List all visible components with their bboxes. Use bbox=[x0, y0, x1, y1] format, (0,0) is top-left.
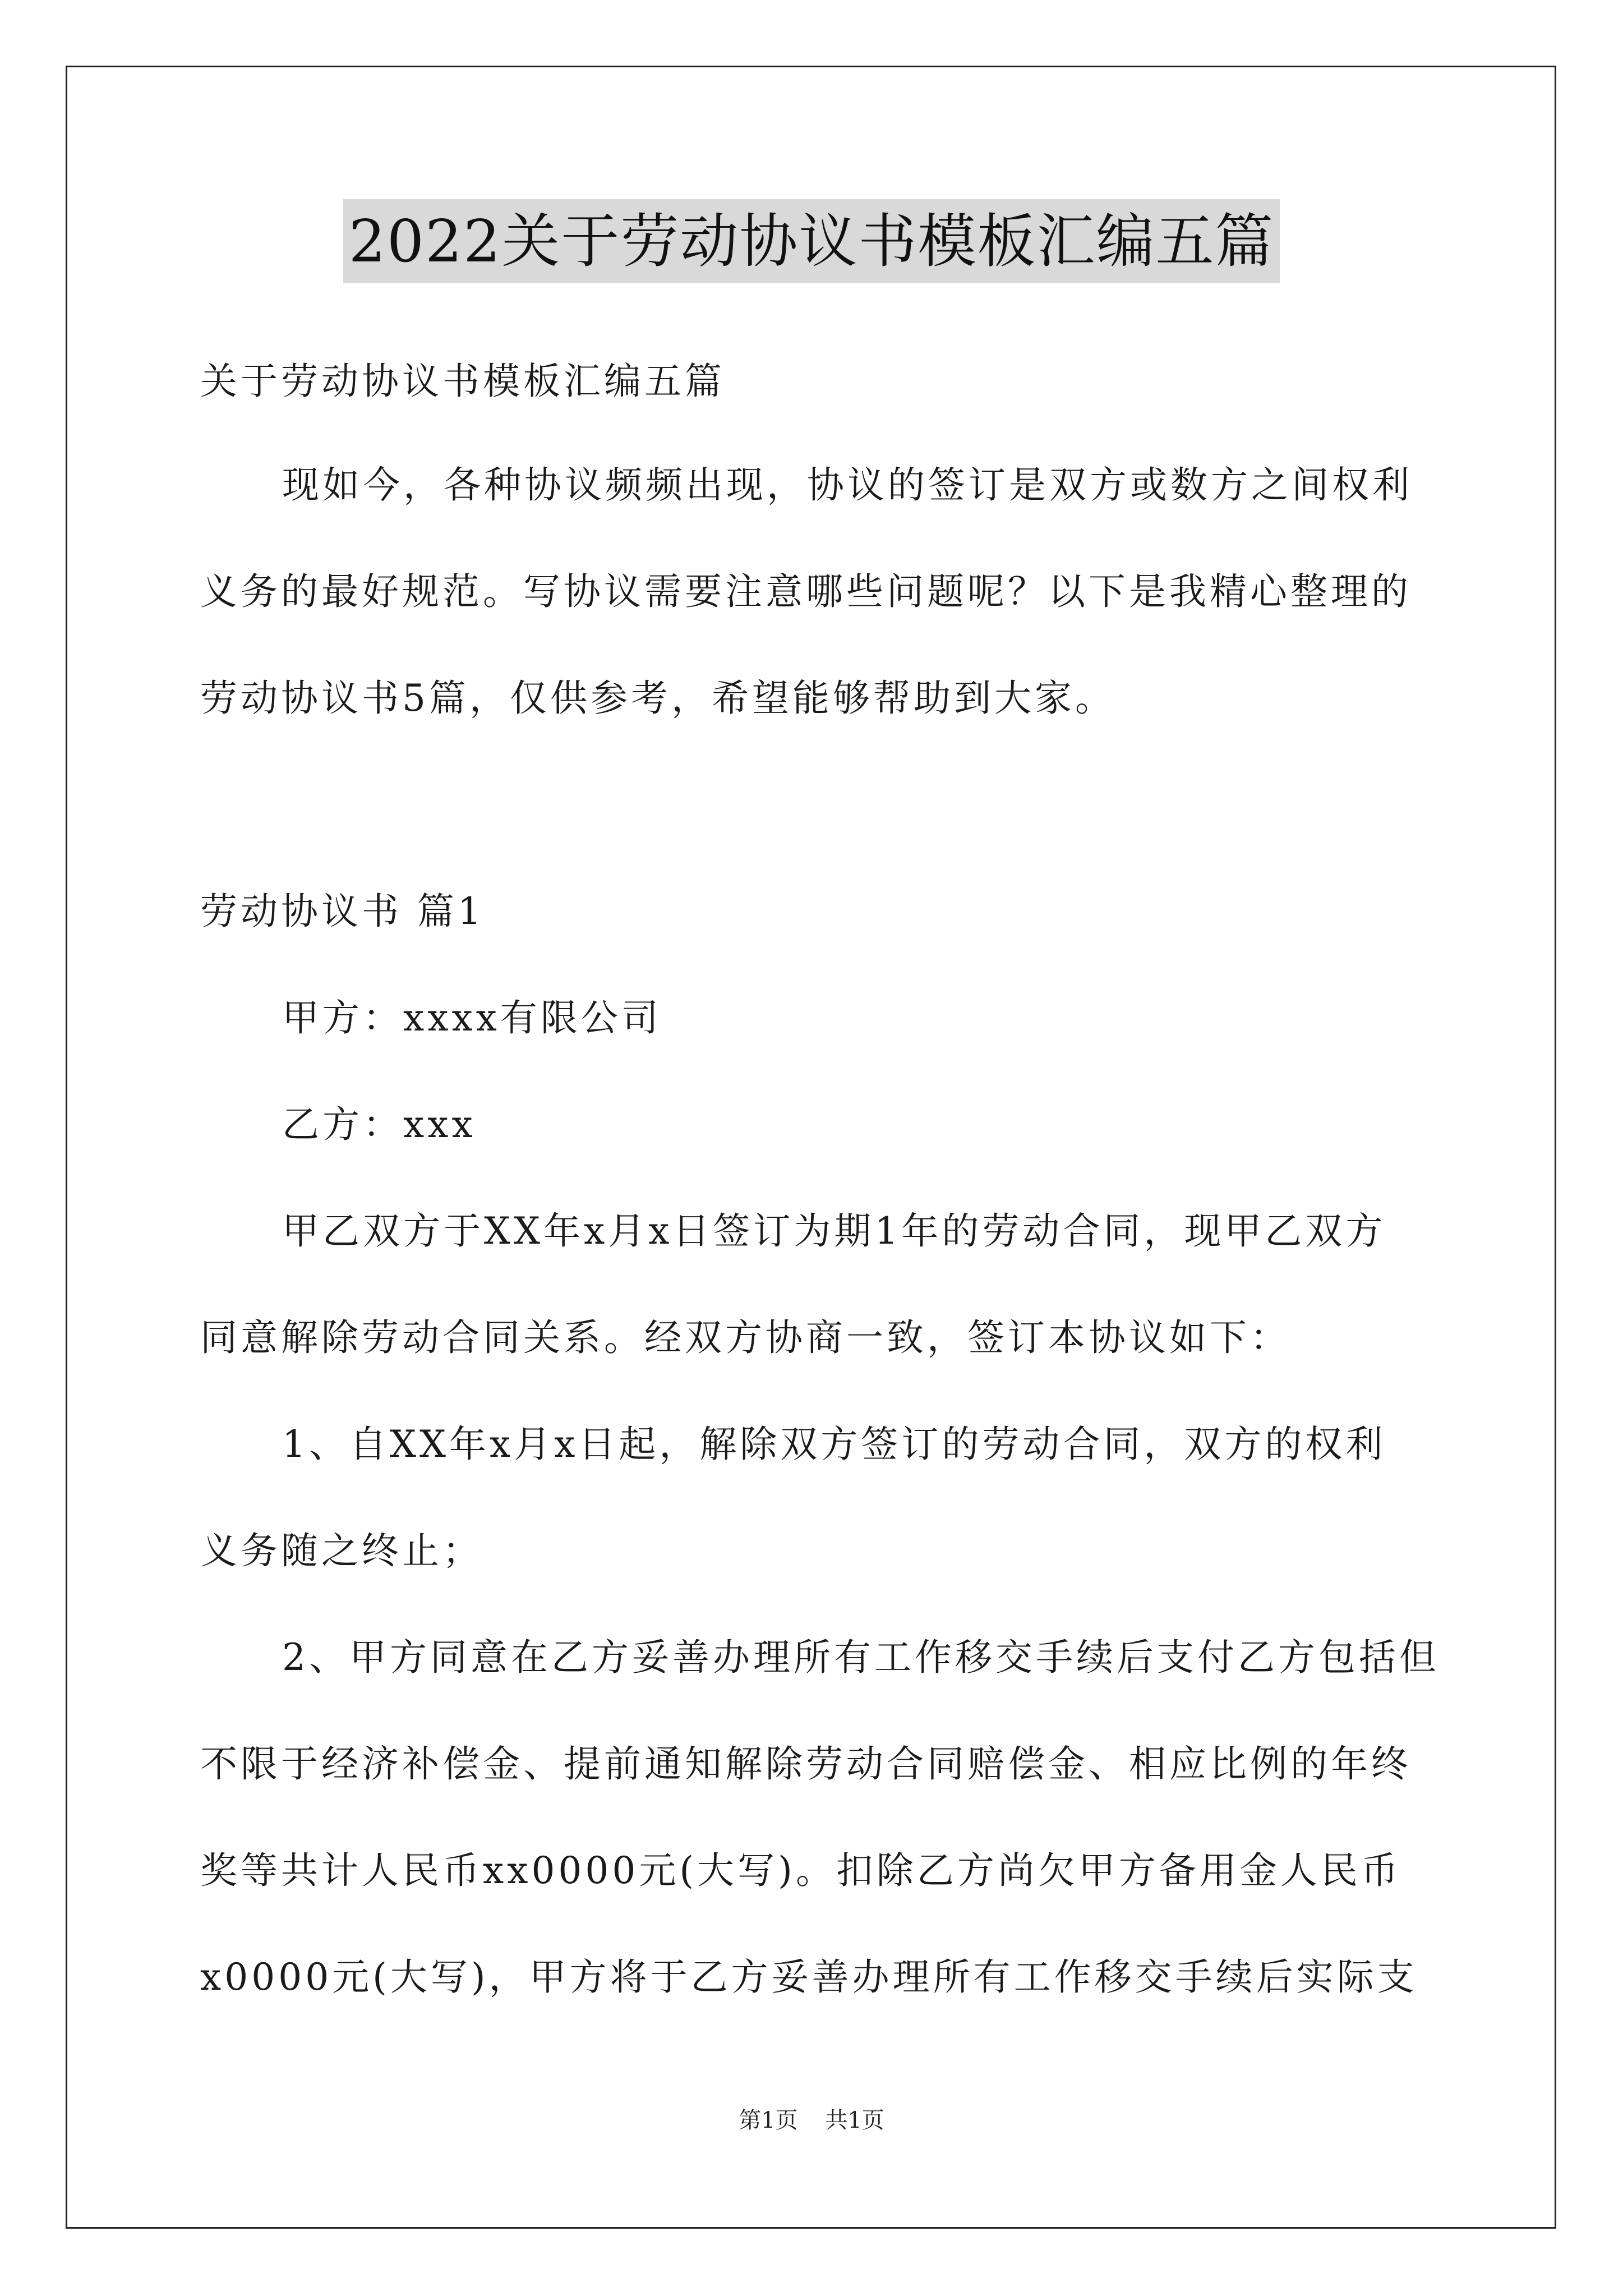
paragraph-line: 甲乙双方于XX年x月x日签订为期1年的劳动合同，现甲乙双方 bbox=[282, 1209, 1386, 1253]
party-a-line: 甲方：xxxx有限公司 bbox=[282, 996, 662, 1039]
paragraph-line: 义务的最好规范。写协议需要注意哪些问题呢？以下是我精心整理的 bbox=[200, 570, 1412, 613]
page-total: 共1页 bbox=[825, 2108, 884, 2133]
page-footer bbox=[0, 2104, 1623, 2137]
section-heading: 劳动协议书 篇1 bbox=[200, 890, 485, 933]
page-number: 第1页 bbox=[739, 2108, 798, 2133]
clause-line: 2、甲方同意在乙方妥善办理所有工作移交手续后支付乙方包括但 bbox=[282, 1636, 1440, 1679]
document-title: 2022关于劳动协议书模板汇编五篇 bbox=[343, 199, 1280, 283]
clause-line: x0000元(大写)，甲方将于乙方妥善办理所有工作移交手续后实际支 bbox=[200, 1955, 1418, 1999]
title-container bbox=[0, 199, 1623, 283]
subtitle: 关于劳动协议书模板汇编五篇 bbox=[200, 360, 725, 403]
party-b-line: 乙方：xxx bbox=[282, 1103, 476, 1146]
paragraph-line: 劳动协议书5篇，仅供参考，希望能够帮助到大家。 bbox=[200, 677, 1115, 720]
paragraph-line: 同意解除劳动合同关系。经双方协商一致，签订本协议如下： bbox=[200, 1316, 1290, 1359]
paragraph-line: 现如今，各种协议频频出现，协议的签订是双方或数方之间权利 bbox=[282, 463, 1413, 507]
clause-line: 奖等共计人民币xx0000元(大写)。扣除乙方尚欠甲方备用金人民币 bbox=[200, 1849, 1401, 1892]
clause-line: 义务随之终止； bbox=[200, 1529, 483, 1572]
clause-line: 1、自XX年x月x日起，解除双方签订的劳动合同，双方的权利 bbox=[282, 1423, 1386, 1466]
clause-line: 不限于经济补偿金、提前通知解除劳动合同赔偿金、相应比例的年终 bbox=[200, 1742, 1412, 1786]
